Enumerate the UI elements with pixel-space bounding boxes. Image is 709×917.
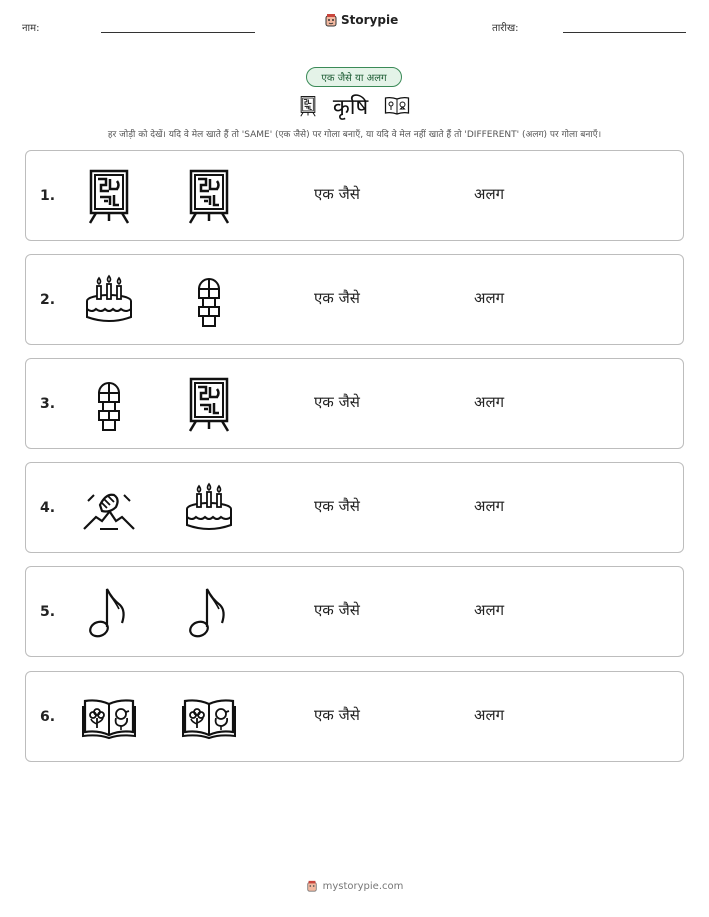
footer-url[interactable]: mystorypie.com — [322, 880, 404, 892]
maze-easel-icon — [180, 167, 238, 225]
option-different[interactable]: अलग — [474, 289, 505, 307]
question-row — [25, 150, 684, 241]
option-same[interactable]: एक जैसे — [314, 706, 360, 724]
arm-wrestling-icon — [80, 479, 138, 537]
hopscotch-icon — [80, 375, 138, 433]
option-same[interactable]: एक जैसे — [314, 497, 360, 515]
brand-name: Storypie — [341, 13, 399, 27]
hopscotch-icon — [180, 271, 238, 329]
option-different[interactable]: अलग — [474, 497, 505, 515]
birthday-cake-icon — [80, 271, 138, 329]
name-label: नाम: — [22, 23, 40, 34]
birthday-cake-icon — [180, 479, 238, 537]
footer — [0, 880, 709, 892]
question-row — [25, 671, 684, 762]
option-same[interactable]: एक जैसे — [314, 393, 360, 411]
question-row — [25, 254, 684, 345]
open-book-icon — [180, 688, 238, 746]
open-book-icon — [382, 95, 412, 117]
option-same[interactable]: एक जैसे — [314, 289, 360, 307]
worksheet-type-badge: एक जैसे या अलग — [306, 67, 402, 87]
option-same[interactable]: एक जैसे — [314, 601, 360, 619]
storypie-logo-icon — [306, 880, 318, 892]
storypie-logo-icon — [324, 13, 338, 27]
question-number: 4. — [40, 500, 56, 516]
open-book-icon — [80, 688, 138, 746]
music-note-icon — [180, 583, 238, 641]
question-row — [25, 566, 684, 657]
date-label: तारीख: — [492, 23, 519, 34]
music-note-icon — [80, 583, 138, 641]
maze-easel-icon — [180, 375, 238, 433]
date-field[interactable] — [563, 32, 686, 33]
page-title: कृषि — [332, 95, 369, 120]
option-different[interactable]: अलग — [474, 706, 505, 724]
option-different[interactable]: अलग — [474, 393, 505, 411]
brand — [324, 13, 398, 27]
option-same[interactable]: एक जैसे — [314, 185, 360, 203]
maze-easel-icon — [297, 94, 319, 118]
option-different[interactable]: अलग — [474, 185, 505, 203]
question-row — [25, 358, 684, 449]
question-row — [25, 462, 684, 553]
question-number: 5. — [40, 604, 56, 620]
maze-easel-icon — [80, 167, 138, 225]
option-different[interactable]: अलग — [474, 601, 505, 619]
question-number: 6. — [40, 709, 56, 725]
title-row — [0, 91, 709, 121]
question-number: 3. — [40, 396, 56, 412]
question-number: 2. — [40, 292, 56, 308]
question-number: 1. — [40, 188, 56, 204]
instructions: हर जोड़ी को देखें। यदि वे मेल खाते हैं तो 'SAME' (एक जैसे) पर गोला बनाएँ, या यदि वे मेल नहीं खाते हैं तो 'DIFFERENT' (अलग) पर गोला बनाएँ। — [107, 130, 602, 140]
name-field[interactable] — [101, 32, 255, 33]
